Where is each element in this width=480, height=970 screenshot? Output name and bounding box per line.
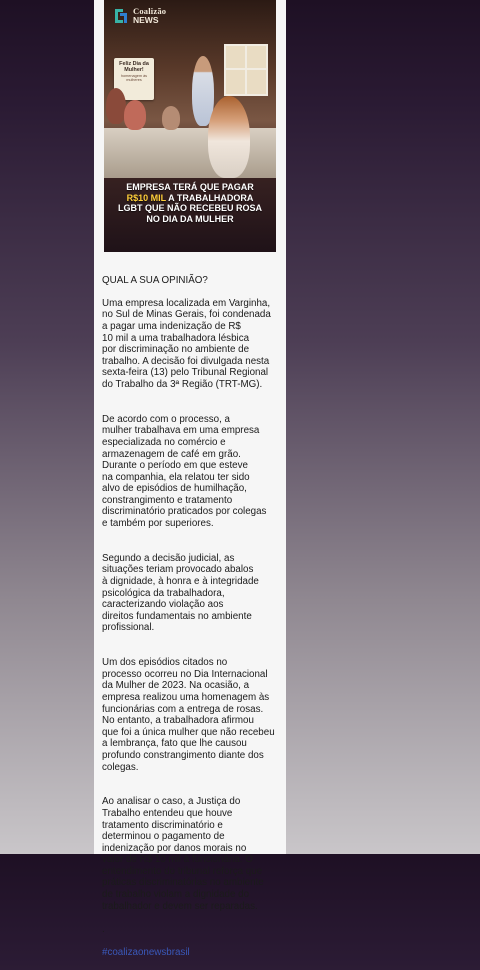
headline-line-4: NO DIA DA MULHER [146,213,234,224]
person-left-2 [124,100,146,130]
post-page [94,0,286,959]
logo-mark-icon [112,6,130,26]
sign-subtitle: homenagem às mulheres [120,73,148,83]
brand-logo [112,6,166,26]
post-image[interactable] [104,0,276,252]
article-paragraph-1: Uma empresa localizada em Varginha, no Sul de Minas Gerais, foi condenada a pagar uma indenização de R$ 10 mil a uma trabalhadora lésbica por discriminação no ambiente de trabalho. A decisão foi divulgada nesta sexta-feira (13) pelo Tribunal Regional do Trabalho da 3ª Região (TRT-MG). [102,297,271,390]
article-paragraph-2: De acordo com o processo, a mulher trabalhava em uma empresa especializada no comércio e armazenagem de café em grão. Durante o período em que esteve na companhia, ela relatou ter sido alvo de episódios de humilhação, constrangimento e tratamento discriminatório praticados por colegas e também por superiores. [102,413,267,530]
sign-title: Feliz Dia da Mulher! [119,61,149,74]
headline-highlight: R$10 MIL [126,192,167,203]
article-paragraph-4: Um dos episódios citados no processo ocorreu no Dia Internacional da Mulher de 2023. Na ocasião, a empresa realizou uma homenagem às funcionárias com a entrega de rosas. No entanto, a trabalhadora afirmou que foi a única mulher que não recebeu a lembrança, fato que lhe causou profundo constrangimento diante dos colegas. [102,657,275,773]
person-left [106,88,126,124]
meeting-table [104,128,276,178]
person-seated [162,106,180,130]
article-paragraph-3: Segundo a decisão judicial, as situações teriam provocado abalos à dignidade, à honra e à integridade psicológica da trabalhadora, caracterizando violação aos direitos fundamentais no ambiente profissional. [102,552,259,634]
window [224,44,268,96]
article-dot: . [102,923,105,935]
article-body [102,263,280,970]
hashtag-link[interactable]: #coalizaonewsbrasil [102,947,190,959]
headline-line-3: LGBT QUE NÃO RECEBEU ROSA [117,203,262,213]
headline-line-2 [110,193,270,204]
office-scene-illustration [104,40,276,180]
headline [110,182,270,224]
article-question: QUAL A SUA OPINIÃO? [102,274,208,286]
person-front-woman [208,96,250,178]
headline-line-2-text: A TRABALHADORA [166,192,254,203]
headline-line-1: EMPRESA TERÁ QUE PAGAR [126,182,254,192]
logo-text-top: Coalizão [133,6,167,16]
article-paragraph-5: Ao analisar o caso, a Justiça do Trabalho entendeu que houve tratamento discriminatório e determinou o pagamento de indenização por danos morais no valor de R$ 10 mil à funcionária. O entendimento do tribunal reforça que práticas discriminatórias no ambiente de trabalho violam a dignidade do trabalhador e devem ser reparadas. [102,796,264,912]
logo-text-bottom: NEWS [133,15,159,25]
